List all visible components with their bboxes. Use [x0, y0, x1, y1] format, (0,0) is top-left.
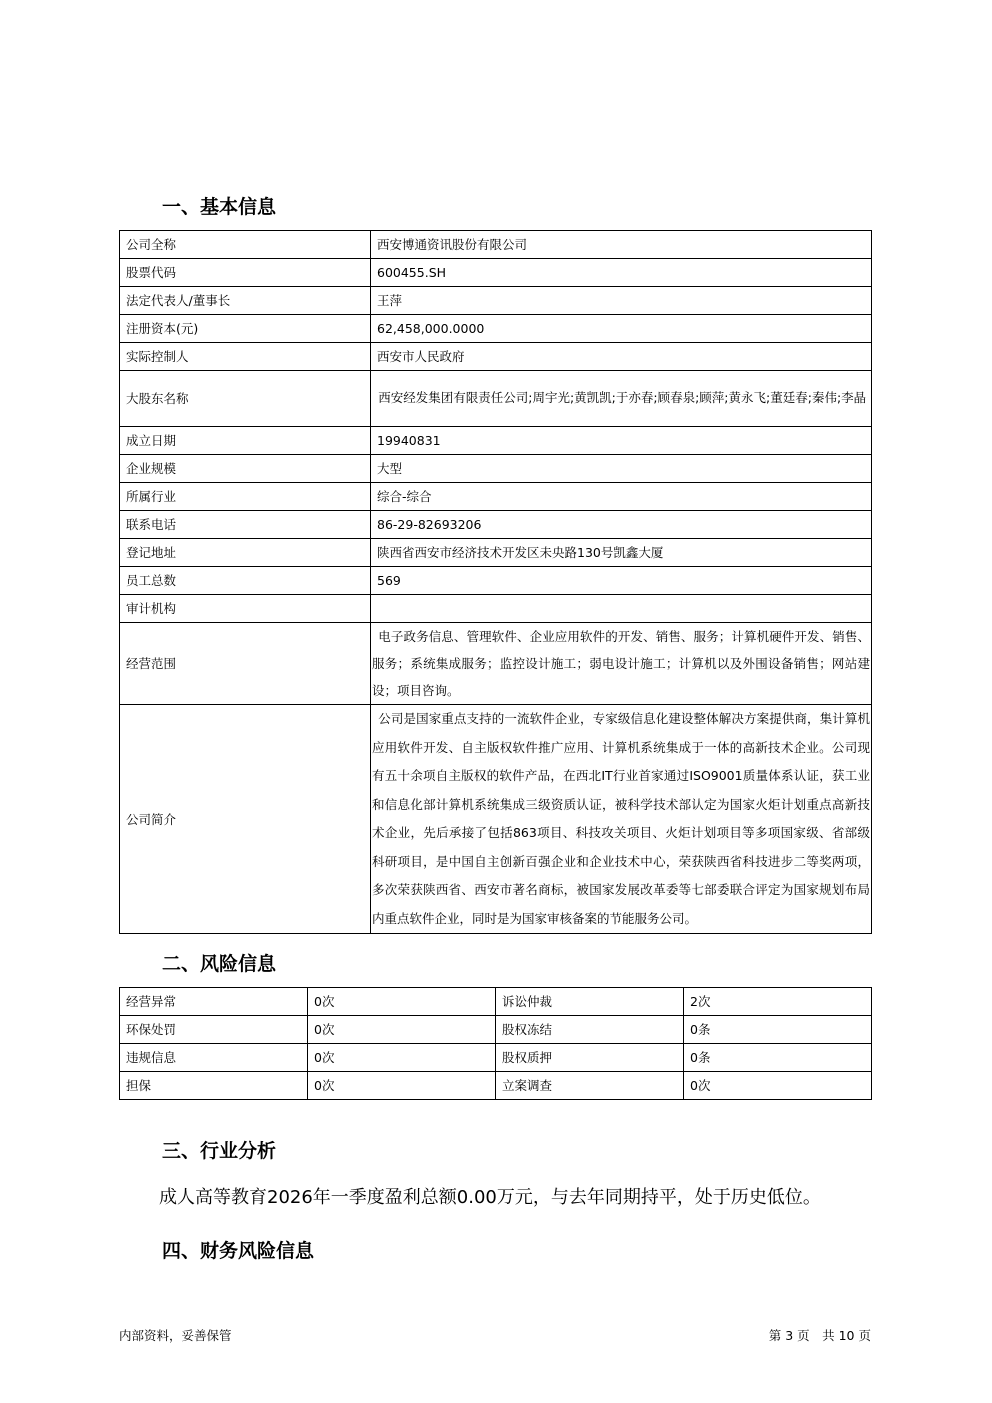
table-row: [120, 595, 872, 623]
risk-label: 经营异常: [120, 988, 308, 1016]
label-cell: 经营范围: [120, 623, 371, 705]
value-cell: 电子政务信息、管理软件、企业应用软件的开发、销售、服务；计算机硬件开发、销售、服务；系统集成服务；监控设计施工；弱电设计施工；计算机以及外围设备销售；网站建设；项目咨询。: [371, 623, 872, 705]
risk-value: 0次: [308, 1044, 496, 1072]
label-cell: 公司全称: [120, 231, 371, 259]
table-row: [120, 371, 872, 427]
label-cell: 大股东名称: [120, 371, 371, 427]
label-cell: 实际控制人: [120, 343, 371, 371]
risk-label: 诉讼仲裁: [496, 988, 684, 1016]
risk-label: 股权冻结: [496, 1016, 684, 1044]
label-cell: 注册资本(元): [120, 315, 371, 343]
label-cell: 企业规模: [120, 455, 371, 483]
risk-value: 2次: [684, 988, 872, 1016]
value-cell: [371, 595, 872, 623]
risk-value: 0次: [684, 1072, 872, 1100]
footer-page-number: 第 3 页 共 10 页: [768, 1328, 871, 1343]
value-cell: 西安市人民政府: [371, 343, 872, 371]
risk-label: 立案调查: [496, 1072, 684, 1100]
value-cell: 86-29-82693206: [371, 511, 872, 539]
value-cell: 西安经发集团有限责任公司;周宇光;黄凯凯;于亦春;顾春泉;顾萍;黄永飞;董廷春;秦伟;李晶: [371, 371, 872, 427]
value-cell: 王萍: [371, 287, 872, 315]
section-title-industry-analysis: 三、行业分析: [162, 1140, 277, 1162]
value-cell: 600455.SH: [371, 259, 872, 287]
label-cell: 股票代码: [120, 259, 371, 287]
footer-confidential-note: 内部资料，妥善保管: [119, 1328, 232, 1343]
table-row: [120, 1072, 872, 1100]
section-title-risk-info: 二、风险信息: [162, 953, 277, 975]
label-cell: 登记地址: [120, 539, 371, 567]
section-title-basic-info: 一、基本信息: [162, 196, 277, 218]
risk-label: 环保处罚: [120, 1016, 308, 1044]
label-cell: 审计机构: [120, 595, 371, 623]
industry-analysis-text: 成人高等教育2026年一季度盈利总额0.00万元，与去年同期持平，处于历史低位。: [159, 1187, 821, 1208]
value-cell: 公司是国家重点支持的一流软件企业，专家级信息化建设整体解决方案提供商，集计算机应用软件开发、自主版权软件推广应用、计算机系统集成于一体的高新技术企业。公司现有五十余项自主版权的软件产品，在西北IT行业首家通过ISO9001质量体系认证，获工业和信息化部计算机系统集成三级资质认证，被科学技术部认定为国家火炬计划重点高新技术企业，先后承接了包括863项目、科技攻关项目、火炬计划项目等多项国家级、省部级科研项目，是中国自主创新百强企业和企业技术中心，荣获陕西省科技进步二等奖两项，多次荣获陕西省、西安市著名商标，被国家发展改革委等七部委联合评定为国家规划布局内重点软件企业，同时是为国家审核备案的节能服务公司。: [371, 705, 872, 934]
value-cell: 西安博通资讯股份有限公司: [371, 231, 872, 259]
basic-info-table: [119, 230, 872, 934]
label-cell: 员工总数: [120, 567, 371, 595]
table-row: [120, 343, 872, 371]
value-cell: 大型: [371, 455, 872, 483]
table-row: [120, 539, 872, 567]
table-row: [120, 1044, 872, 1072]
table-row: [120, 705, 872, 934]
risk-label: 股权质押: [496, 1044, 684, 1072]
table-row: [120, 511, 872, 539]
table-row: [120, 315, 872, 343]
risk-value: 0次: [308, 1016, 496, 1044]
risk-value: 0条: [684, 1044, 872, 1072]
label-cell: 法定代表人/董事长: [120, 287, 371, 315]
table-row: [120, 623, 872, 705]
risk-value: 0次: [308, 988, 496, 1016]
risk-label: 担保: [120, 1072, 308, 1100]
table-row: [120, 455, 872, 483]
value-cell: 19940831: [371, 427, 872, 455]
value-cell: 陕西省西安市经济技术开发区未央路130号凯鑫大厦: [371, 539, 872, 567]
label-cell: 成立日期: [120, 427, 371, 455]
table-row: [120, 287, 872, 315]
risk-label: 违规信息: [120, 1044, 308, 1072]
table-row: [120, 231, 872, 259]
value-cell: 62,458,000.0000: [371, 315, 872, 343]
risk-info-table: [119, 987, 872, 1100]
table-row: [120, 483, 872, 511]
risk-value: 0次: [308, 1072, 496, 1100]
value-cell: 综合-综合: [371, 483, 872, 511]
label-cell: 所属行业: [120, 483, 371, 511]
table-row: [120, 427, 872, 455]
table-row: [120, 1016, 872, 1044]
risk-value: 0条: [684, 1016, 872, 1044]
table-row: [120, 567, 872, 595]
label-cell: 公司简介: [120, 705, 371, 934]
label-cell: 联系电话: [120, 511, 371, 539]
table-row: [120, 259, 872, 287]
value-cell: 569: [371, 567, 872, 595]
section-title-financial-risk: 四、财务风险信息: [162, 1240, 315, 1262]
table-row: [120, 988, 872, 1016]
